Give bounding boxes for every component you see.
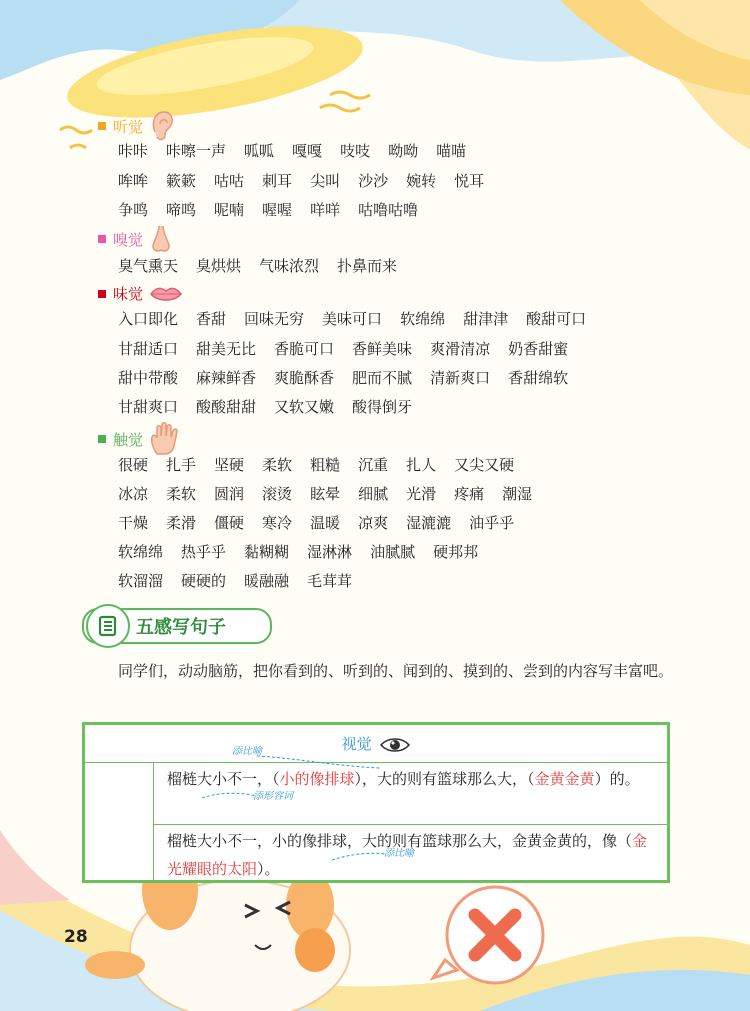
word: 入口即化: [118, 310, 179, 328]
page-number: 28: [64, 927, 88, 947]
eye-icon: [380, 737, 410, 753]
word: 喔喔: [262, 201, 293, 219]
word: 扑鼻而来: [337, 257, 398, 275]
word: 滚烫: [262, 485, 293, 503]
word: 细腻: [358, 485, 389, 503]
annotation-leader: [330, 850, 390, 864]
word: 软绵绵: [118, 543, 164, 561]
word: 奶香甜蜜: [508, 340, 569, 358]
taste-row: [118, 396, 430, 417]
smell-heading: [98, 224, 173, 254]
word: 很硬: [118, 456, 149, 474]
bullet-square: [98, 290, 106, 298]
touch-row: [118, 483, 550, 504]
word: 香甜: [196, 310, 227, 328]
smell-label: 嗅觉: [113, 230, 144, 249]
word: 香鲜美味: [352, 340, 413, 358]
word: 刺耳: [262, 172, 293, 190]
taste-label: 味觉: [113, 285, 144, 303]
word: 柔滑: [166, 514, 197, 532]
text: 榴梿大小不一，（: [167, 770, 280, 788]
word: 麻辣鲜香: [196, 369, 257, 387]
word: 爽脆酥香: [274, 369, 335, 387]
word: 咩咩: [310, 201, 341, 219]
bullet-square: [98, 235, 106, 243]
table-row-revised: [167, 827, 661, 883]
word: 湿淋淋: [307, 543, 353, 561]
word: 尖叫: [310, 172, 341, 190]
word: 咔咔: [118, 142, 149, 160]
word: 热乎乎: [181, 543, 227, 561]
text: ）。: [257, 860, 280, 878]
word: 咕咕: [214, 172, 245, 190]
word: 油乎乎: [469, 514, 515, 532]
word: 潮湿: [502, 485, 533, 503]
word: 咔嚓一声: [166, 142, 227, 160]
word: 气味浓烈: [259, 257, 320, 275]
touch-row: [118, 541, 496, 562]
annotation-leader: [255, 752, 385, 772]
annotation-leader: [200, 790, 260, 802]
hand-icon: [149, 422, 181, 456]
taste-row: [118, 308, 604, 329]
word: 光滑: [406, 485, 437, 503]
table-header: [85, 733, 667, 754]
word: 簌簌: [166, 172, 197, 190]
annotation-note: 添比喻: [232, 746, 262, 757]
word: 酸甜可口: [526, 310, 587, 328]
ear-icon: [149, 110, 175, 142]
word: 油腻腻: [370, 543, 416, 561]
word: 柔软: [262, 456, 293, 474]
word: 婉转: [406, 172, 437, 190]
word: 甘甜适口: [118, 340, 179, 358]
touch-heading: [98, 422, 181, 456]
divider: [153, 824, 667, 825]
touch-label: 触觉: [113, 430, 144, 449]
word: 呦呦: [388, 142, 419, 160]
hearing-row: [118, 170, 502, 191]
notebook-icon: [86, 604, 130, 648]
text: ）的。: [594, 770, 640, 788]
word: 黏糊糊: [244, 543, 290, 561]
word: 肥而不腻: [352, 369, 413, 387]
word: 甜美无比: [196, 340, 257, 358]
word: 硬邦邦: [433, 543, 479, 561]
annotation-note: 添比喻: [384, 848, 414, 859]
touch-row: [118, 570, 370, 591]
hearing-row: [118, 140, 484, 161]
word: 软溜溜: [118, 572, 164, 590]
word: 臭烘烘: [196, 257, 242, 275]
word: 沙沙: [358, 172, 389, 190]
word: 寒冷: [262, 514, 293, 532]
annotation-note: 添形容词: [253, 791, 293, 802]
word: 臭气熏天: [118, 257, 179, 275]
word: 甘甜爽口: [118, 398, 179, 416]
wrong-mark-bubble: [433, 887, 543, 983]
word: 甜津津: [463, 310, 509, 328]
word: 回味无穷: [244, 310, 305, 328]
word: 悦耳: [454, 172, 485, 190]
bullet-square: [98, 435, 106, 443]
table-row-original: [167, 765, 661, 793]
word: 呱呱: [244, 142, 275, 160]
word: 粗糙: [310, 456, 341, 474]
word: 僵硬: [214, 514, 245, 532]
highlight-text: 金光耀眼的太阳: [167, 832, 648, 878]
word: 硬硬的: [181, 572, 227, 590]
word: 酸酸甜甜: [196, 398, 257, 416]
lips-icon: [149, 285, 183, 303]
word: 扎手: [166, 456, 197, 474]
hearing-label: 听觉: [113, 117, 144, 136]
hearing-heading: [98, 110, 175, 142]
word: 啼鸣: [166, 201, 197, 219]
word: 柔软: [166, 485, 197, 503]
word: 疼痛: [454, 485, 485, 503]
word: 扎人: [406, 456, 437, 474]
word: 爽滑清凉: [430, 340, 491, 358]
word: 美味可口: [322, 310, 383, 328]
highlight-text: 小的像排球: [279, 770, 355, 788]
taste-row: [118, 338, 586, 359]
divider: [153, 762, 154, 880]
header-label: 视觉: [341, 735, 372, 753]
word: 温暖: [310, 514, 341, 532]
word: 软绵绵: [400, 310, 446, 328]
word: 争鸣: [118, 201, 149, 219]
word: 圆润: [214, 485, 245, 503]
word: 嘎嘎: [292, 142, 323, 160]
touch-row: [118, 454, 532, 475]
word: 香脆可口: [274, 340, 335, 358]
word: 甜中带酸: [118, 369, 179, 387]
word: 又尖又硬: [454, 456, 515, 474]
word: 喵喵: [436, 142, 467, 160]
word: 沉重: [358, 456, 389, 474]
touch-row: [118, 512, 532, 533]
word: 冰凉: [118, 485, 149, 503]
word: 呢喃: [214, 201, 245, 219]
word: 毛茸茸: [307, 572, 353, 590]
smell-row: [118, 255, 415, 276]
taste-heading: [98, 283, 183, 304]
word: 干燥: [118, 514, 149, 532]
word: 清新爽口: [430, 369, 491, 387]
word: 眩晕: [310, 485, 341, 503]
word: 哞哞: [118, 172, 149, 190]
word: 凉爽: [358, 514, 389, 532]
word: 香甜绵软: [508, 369, 569, 387]
hearing-row: [118, 199, 436, 220]
nose-icon: [149, 224, 173, 254]
text: ），大的则有篮球那么大，（: [354, 770, 535, 788]
bullet-square: [98, 122, 106, 130]
highlight-text: 金黄金黄: [534, 770, 595, 788]
word: 湿漉漉: [406, 514, 452, 532]
intro-paragraph: 同学们，动动脑筋，把你看到的、听到的、闻到的、摸到的、尝到的内容写丰富吧。: [118, 662, 674, 680]
taste-row: [118, 367, 586, 388]
word: 暖融融: [244, 572, 290, 590]
section-title: 五感写句子: [136, 617, 226, 638]
word: 坚硬: [214, 456, 245, 474]
word: 又软又嫩: [274, 398, 335, 416]
word: 吱吱: [340, 142, 371, 160]
word: 酸得倒牙: [352, 398, 413, 416]
text: 榴梿大小不一，小的像排球，大的则有篮球那么大，金黄金黄的，像（: [167, 832, 633, 850]
word: 咕噜咕噜: [358, 201, 419, 219]
